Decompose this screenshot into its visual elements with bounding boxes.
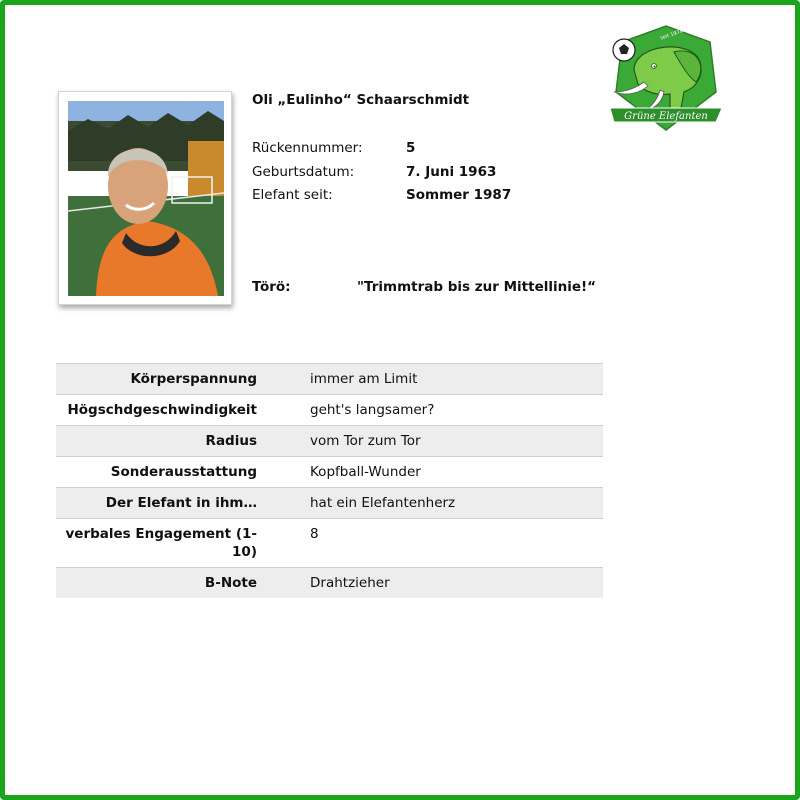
info-value-member-since: Sommer 1987 <box>406 187 512 203</box>
stat-value: 8 <box>310 519 603 568</box>
stat-label: Högschdgeschwindigkeit <box>56 395 257 426</box>
stats-table <box>56 363 603 598</box>
table-row <box>56 568 603 599</box>
stat-label: verbales Engagement (1-10) <box>56 519 257 568</box>
stat-value: geht's langsamer? <box>310 395 603 426</box>
stat-value: hat ein Elefantenherz <box>310 488 603 519</box>
player-photo-frame <box>58 91 232 305</box>
info-value-birth-date: 7. Juni 1963 <box>406 164 497 180</box>
stat-label: Körperspannung <box>56 364 257 395</box>
logo-since: seit 1974 <box>659 28 684 42</box>
stat-value: Drahtzieher <box>310 568 603 599</box>
toro-label: Törö: <box>252 279 291 295</box>
table-row <box>56 519 603 568</box>
stat-label: Radius <box>56 426 257 457</box>
stat-label: B-Note <box>56 568 257 599</box>
elephant-logo-icon <box>604 22 728 134</box>
info-label-member-since: Elefant seit: <box>252 187 333 203</box>
table-row <box>56 364 603 395</box>
logo-text: Grüne Elefanten <box>624 111 708 122</box>
stat-label: Der Elefant in ihm… <box>56 488 257 519</box>
table-row <box>56 457 603 488</box>
player-photo <box>68 101 224 296</box>
info-label-jersey-number: Rückennummer: <box>252 140 363 156</box>
stat-value: vom Tor zum Tor <box>310 426 603 457</box>
table-row <box>56 395 603 426</box>
player-name: Oli „Eulinho“ Schaarschmidt <box>252 92 470 108</box>
toro-quote: "Trimmtrab bis zur Mittellinie!“ <box>357 279 597 295</box>
stat-value: Kopfball-Wunder <box>310 457 603 488</box>
stat-label: Sonderausstattung <box>56 457 257 488</box>
info-value-jersey-number: 5 <box>406 140 416 156</box>
table-row <box>56 488 603 519</box>
info-label-birth-date: Geburtsdatum: <box>252 164 355 180</box>
table-row <box>56 426 603 457</box>
stat-value: immer am Limit <box>310 364 603 395</box>
